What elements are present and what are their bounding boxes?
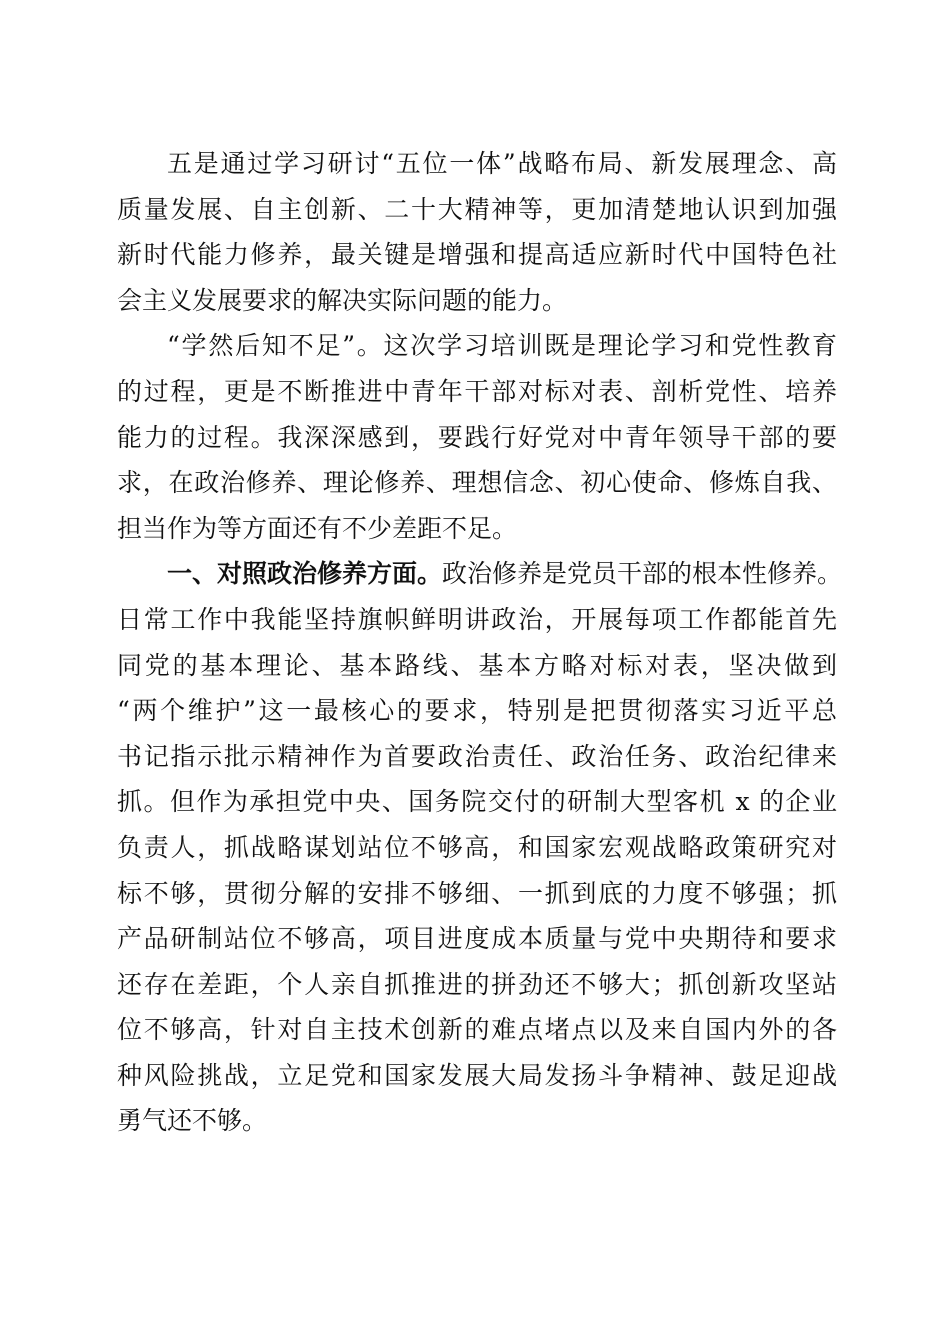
paragraph-2-line-2: 的过程，更是不断推进中青年干部对标对表、剖析党性、培养 xyxy=(117,376,837,406)
document-body xyxy=(117,141,843,1144)
paragraph-2-line-5: 担当作为等方面还有不少差距不足。 xyxy=(117,513,518,543)
paragraph-3-line-8: 标不够，贯彻分解的安排不够细、一抓到底的力度不够强；抓 xyxy=(117,878,837,908)
paragraph-3-line-4: “两个维护”这一最核心的要求，特别是把贯彻落实习近平总 xyxy=(117,696,837,726)
paragraph-2-line-4: 求，在政治修养、理论修养、理想信念、初心使命、修炼自我、 xyxy=(117,468,837,498)
paragraph-3-line-2: 日常工作中我能坚持旗帜鲜明讲政治，开展每项工作都能首先 xyxy=(117,604,837,634)
paragraph-2-line-3: 能力的过程。我深深感到，要践行好党对中青年领导干部的要 xyxy=(117,422,837,452)
paragraph-2-line-1: “学然后知不足”。这次学习培训既是理论学习和党性教育 xyxy=(167,331,837,361)
paragraph-3-line-9: 产品研制站位不够高，项目进度成本质量与党中央期待和要求 xyxy=(117,924,837,954)
paragraph-3-line-1 xyxy=(117,551,843,597)
paragraph-1-line-1: 五是通过学习研讨“五位一体”战略布局、新发展理念、高 xyxy=(167,149,837,178)
section-heading: 一、对照政治修养方面。 xyxy=(167,559,443,589)
paragraph-1-line-3: 新时代能力修养，最关键是增强和提高适应新时代中国特色社 xyxy=(117,240,837,270)
section-heading-rest: 政治修养是党员干部的根本性修养。 xyxy=(442,559,843,589)
paragraph-3-line-13: 勇气还不够。 xyxy=(117,1106,268,1136)
paragraph-3-line-7: 负责人，抓战略谋划站位不够高，和国家宏观战略政策研究对 xyxy=(117,832,837,862)
paragraph-3-line-10: 还存在差距，个人亲自抓推进的拼劲还不够大；抓创新攻坚站 xyxy=(117,969,837,999)
paragraph-3-line-6: 抓。但作为承担党中央、国务院交付的研制大型客机 x 的企业 xyxy=(117,787,837,817)
paragraph-3-line-11: 位不够高，针对自主技术创新的难点堵点以及来自国内外的各 xyxy=(117,1015,837,1045)
paragraph-3-line-12: 种风险挑战，立足党和国家发展大局发扬斗争精神、鼓足迎战 xyxy=(117,1060,837,1090)
paragraph-1-line-4: 会主义发展要求的解决实际问题的能力。 xyxy=(117,285,568,315)
paragraph-1-line-2: 质量发展、自主创新、二十大精神等，更加清楚地认识到加强 xyxy=(117,194,837,224)
paragraph-3-line-5: 书记指示批示精神作为首要政治责任、政治任务、政治纪律来 xyxy=(117,741,837,771)
paragraph-3-line-3: 同党的基本理论、基本路线、基本方略对标对表，坚决做到 xyxy=(117,650,837,680)
